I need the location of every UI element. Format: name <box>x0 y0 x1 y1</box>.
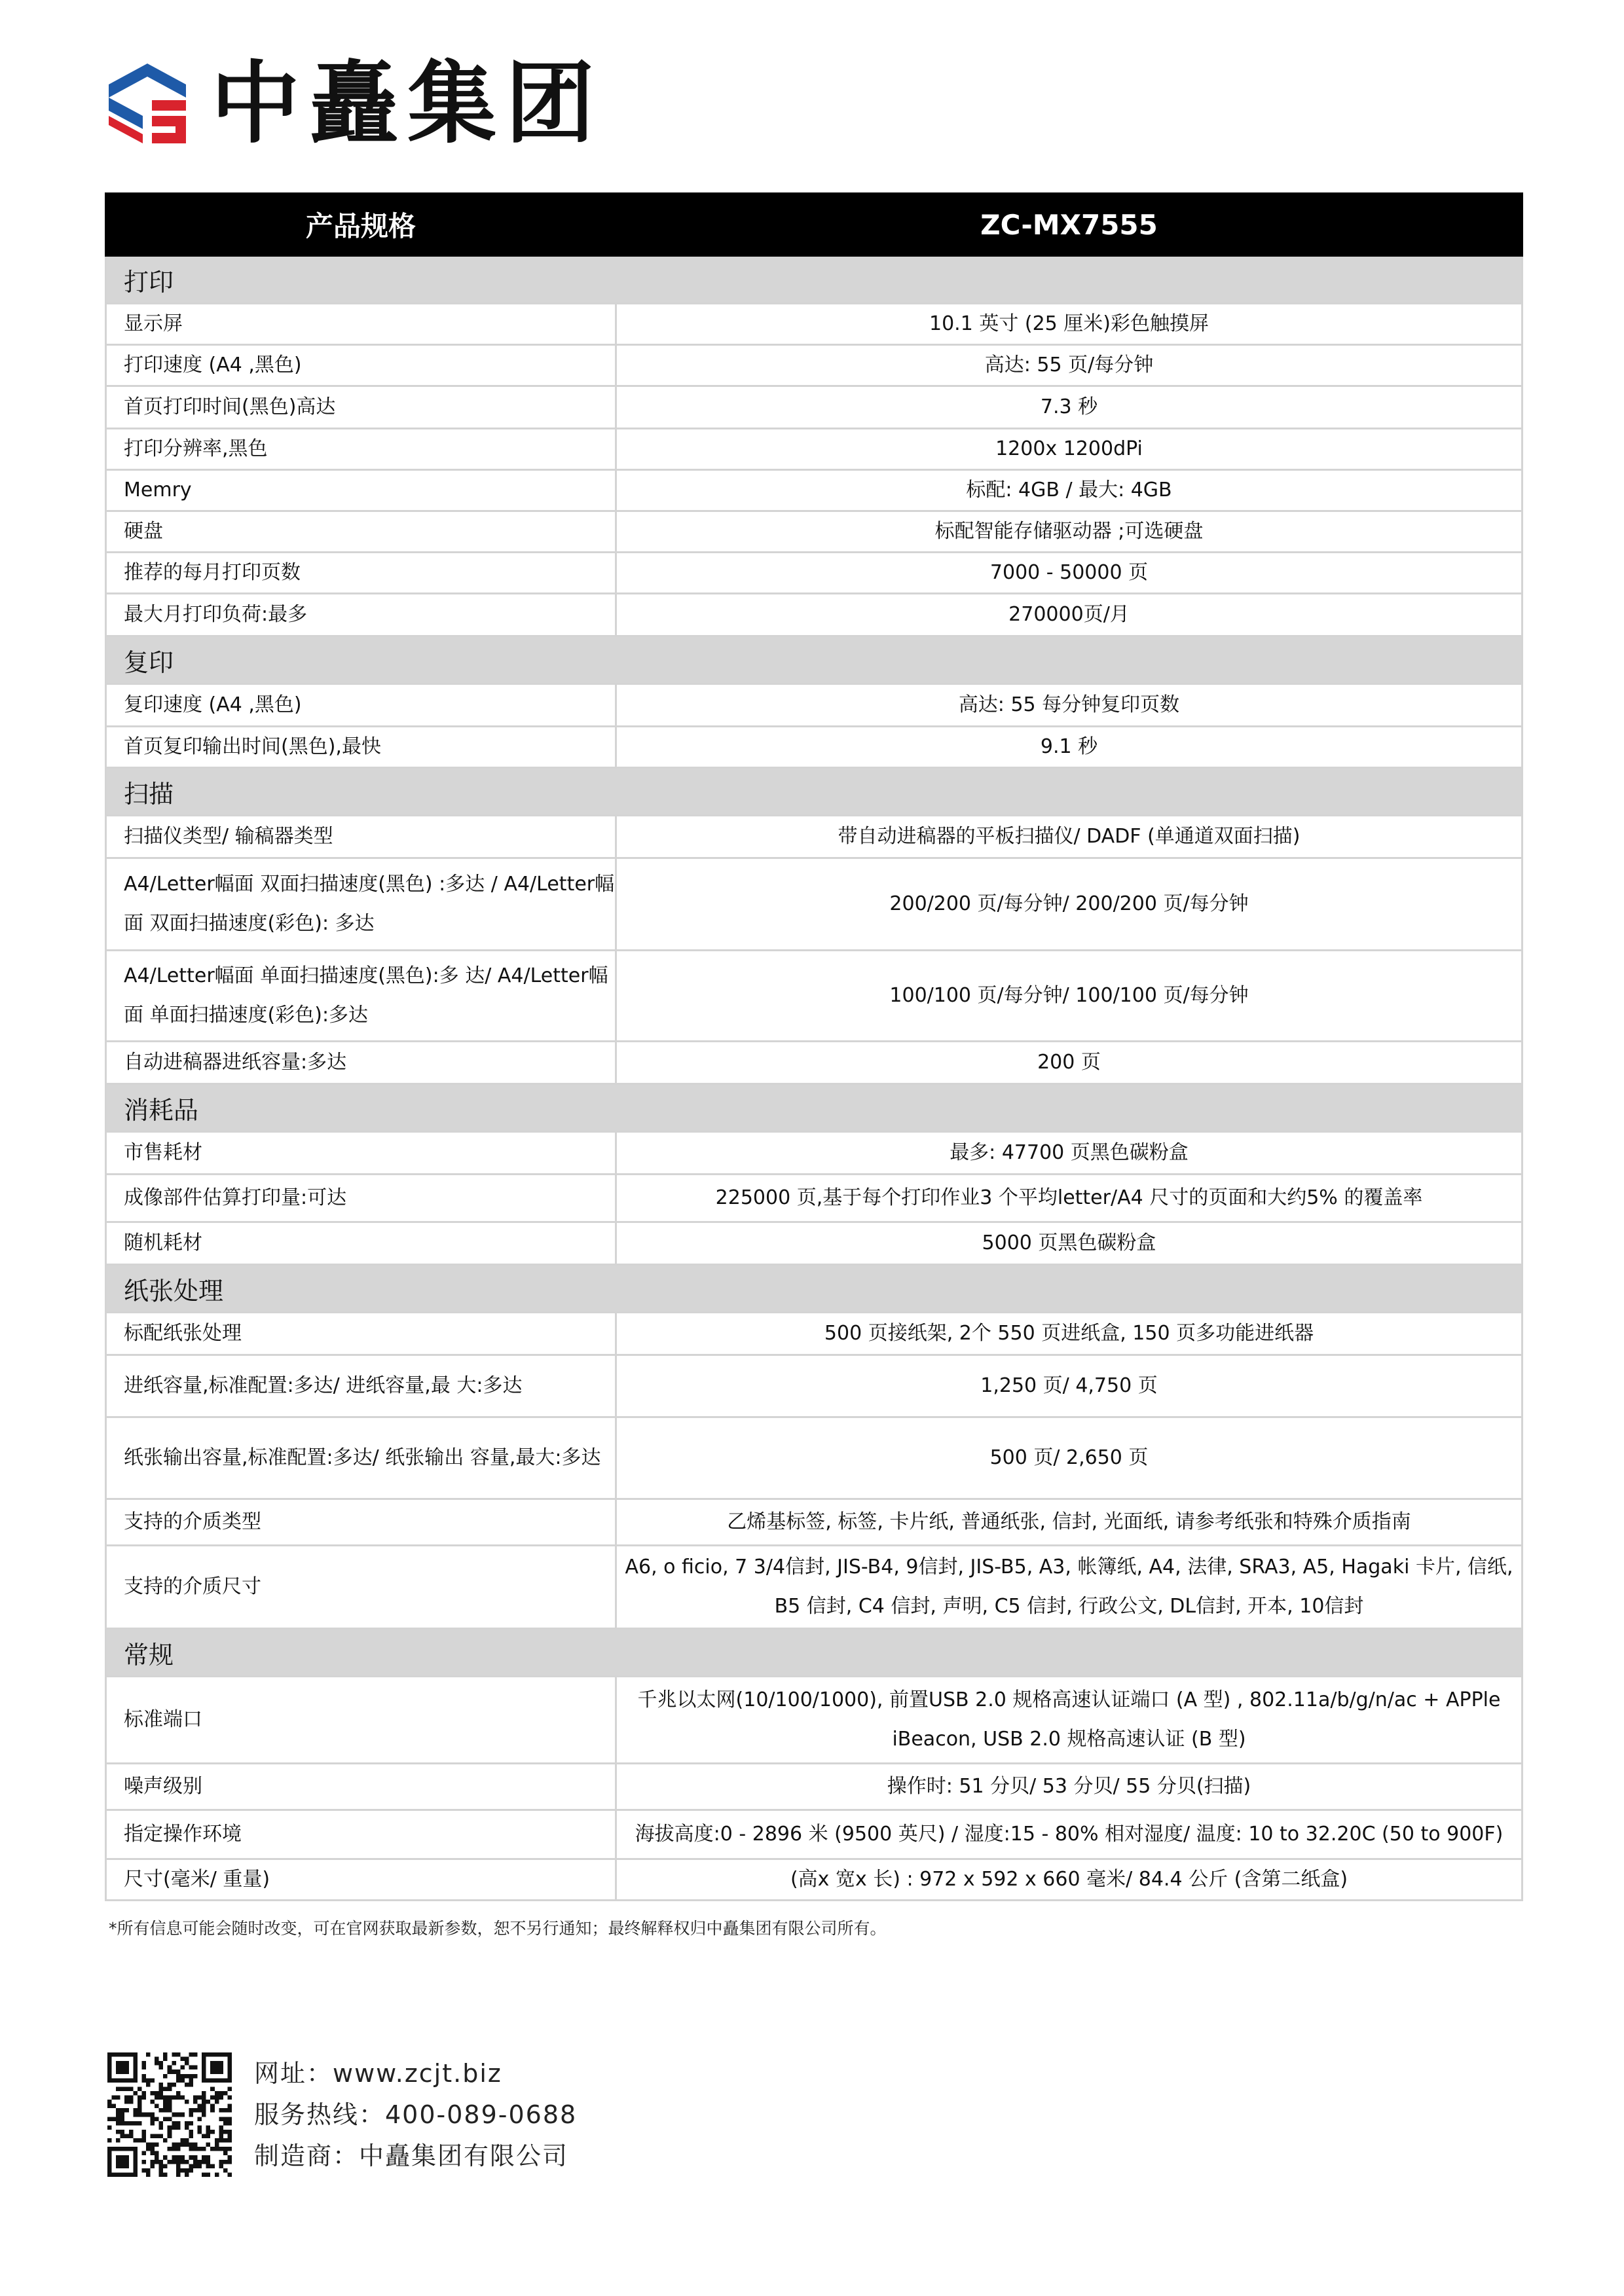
website-text: 网址：www.zcjt.biz <box>254 2058 502 2088</box>
spec-row <box>106 1764 1522 1810</box>
spec-label: 尺寸(毫米/ 重量) <box>106 1859 616 1901</box>
spec-row <box>106 1355 1522 1417</box>
spec-label: 标配纸张处理 <box>106 1313 616 1355</box>
spec-label: 随机耗材 <box>106 1222 616 1265</box>
brand-logo <box>103 51 604 156</box>
spec-value: 高达: 55 页/每分钟 <box>616 345 1522 386</box>
spec-row <box>106 470 1522 511</box>
spec-label: 标准端口 <box>106 1677 616 1764</box>
spec-value: 标配: 4GB / 最大: 4GB <box>616 470 1522 511</box>
section-title: 打印 <box>106 256 1522 304</box>
spec-row <box>106 386 1522 429</box>
spec-label: 噪声级别 <box>106 1764 616 1810</box>
footer <box>107 2052 577 2177</box>
section-header <box>106 768 1522 816</box>
spec-value: 1200x 1200dPi <box>616 429 1522 470</box>
hotline-text: 服务热线：400-089-0688 <box>254 2100 578 2129</box>
section-title: 纸张处理 <box>106 1265 1522 1313</box>
spec-label: 市售耗材 <box>106 1132 616 1175</box>
spec-label: Memry <box>106 470 616 511</box>
disclaimer-note: *所有信息可能会随时改变，可在官网获取最新参数，恕不另行通知；最终解释权归中矗集团有限公司所有。 <box>109 1919 887 1938</box>
spec-label: 自动进稿器进纸容量:多达 <box>106 1042 616 1084</box>
spec-row <box>106 951 1522 1042</box>
spec-row <box>106 1810 1522 1859</box>
spec-label: 最大月打印负荷:最多 <box>106 594 616 636</box>
section-header <box>106 1265 1522 1313</box>
logo-mark-icon <box>103 60 191 147</box>
spec-value: 200/200 页/每分钟/ 200/200 页/每分钟 <box>616 858 1522 951</box>
spec-row <box>106 727 1522 768</box>
spec-value: 7.3 秒 <box>616 386 1522 429</box>
section-header <box>106 1629 1522 1677</box>
spec-value: 1,250 页/ 4,750 页 <box>616 1355 1522 1417</box>
spec-value: 海拔高度:0 - 2896 米 (9500 英尺) / 湿度:15 - 80% 相对湿度/ 温度: 10 to 32.20C (50 to 900F) <box>616 1810 1522 1859</box>
spec-header-row <box>106 194 1522 256</box>
spec-row <box>106 1132 1522 1175</box>
spec-row <box>106 1042 1522 1084</box>
spec-row <box>106 1546 1522 1629</box>
section-header <box>106 256 1522 304</box>
spec-label: 成像部件估算打印量:可达 <box>106 1175 616 1222</box>
spec-label: 首页复印输出时间(黑色),最快 <box>106 727 616 768</box>
spec-value: 7000 - 50000 页 <box>616 553 1522 594</box>
spec-value: 高达: 55 每分钟复印页数 <box>616 684 1522 727</box>
manufacturer-text: 制造商：中矗集团有限公司 <box>254 2141 569 2170</box>
header-col-model: ZC-MX7555 <box>616 194 1522 256</box>
spec-value: 225000 页,基于每个打印作业3 个平均letter/A4 尺寸的页面和大约5% 的覆盖率 <box>616 1175 1522 1222</box>
spec-label: A4/Letter幅面 双面扫描速度(黑色) :多达 / A4/Letter幅面 双面扫描速度(彩色): 多达 <box>106 858 616 951</box>
spec-label: 复印速度 (A4 ,黑色) <box>106 684 616 727</box>
spec-row <box>106 858 1522 951</box>
spec-value: 乙烯基标签, 标签, 卡片纸, 普通纸张, 信封, 光面纸, 请参考纸张和特殊介质指南 <box>616 1499 1522 1546</box>
spec-label: 打印分辨率,黑色 <box>106 429 616 470</box>
spec-value: 带自动进稿器的平板扫描仪/ DADF (单通道双面扫描) <box>616 816 1522 858</box>
spec-row <box>106 511 1522 553</box>
section-header <box>106 1084 1522 1132</box>
spec-row <box>106 1859 1522 1901</box>
spec-row <box>106 1499 1522 1546</box>
spec-value: 10.1 英寸 (25 厘米)彩色触摸屏 <box>616 304 1522 345</box>
section-title: 常规 <box>106 1629 1522 1677</box>
spec-value: 5000 页黑色碳粉盒 <box>616 1222 1522 1265</box>
spec-row <box>106 1417 1522 1499</box>
spec-row <box>106 816 1522 858</box>
section-title: 消耗品 <box>106 1084 1522 1132</box>
spec-label: 显示屏 <box>106 304 616 345</box>
spec-label: 支持的介质尺寸 <box>106 1546 616 1629</box>
section-title: 复印 <box>106 636 1522 684</box>
spec-value: 500 页/ 2,650 页 <box>616 1417 1522 1499</box>
spec-value: 9.1 秒 <box>616 727 1522 768</box>
spec-row <box>106 1175 1522 1222</box>
spec-row <box>106 594 1522 636</box>
brand-name: 中矗集团 <box>211 51 604 156</box>
spec-row <box>106 1677 1522 1764</box>
spec-table <box>105 192 1523 1901</box>
spec-row <box>106 429 1522 470</box>
spec-value: 操作时: 51 分贝/ 53 分贝/ 55 分贝(扫描) <box>616 1764 1522 1810</box>
section-title: 扫描 <box>106 768 1522 816</box>
spec-label: 扫描仪类型/ 输稿器类型 <box>106 816 616 858</box>
contact-info <box>254 2053 577 2177</box>
spec-row <box>106 304 1522 345</box>
spec-value: 270000页/月 <box>616 594 1522 636</box>
spec-row <box>106 553 1522 594</box>
header-col-product-spec: 产品规格 <box>106 194 616 256</box>
spec-label: 指定操作环境 <box>106 1810 616 1859</box>
spec-value: 标配智能存储驱动器 ;可选硬盘 <box>616 511 1522 553</box>
spec-value: A6, o ficio, 7 3/4信封, JIS-B4, 9信封, JIS-B5, A3, 帐簿纸, A4, 法律, SRA3, A5, Hagaki 卡片, 信纸, B5 信封, C4 信封, 声明, C5 信封, 行政公文, DL信封, 开本, 10信封 <box>616 1546 1522 1629</box>
qr-code-icon <box>107 2052 232 2177</box>
spec-label: 纸张输出容量,标准配置:多达/ 纸张输出 容量,最大:多达 <box>106 1417 616 1499</box>
spec-value: 最多: 47700 页黑色碳粉盒 <box>616 1132 1522 1175</box>
spec-value: 100/100 页/每分钟/ 100/100 页/每分钟 <box>616 951 1522 1042</box>
spec-label: 硬盘 <box>106 511 616 553</box>
spec-value: 500 页接纸架, 2个 550 页进纸盒, 150 页多功能进纸器 <box>616 1313 1522 1355</box>
spec-label: 推荐的每月打印页数 <box>106 553 616 594</box>
spec-row <box>106 345 1522 386</box>
spec-row <box>106 1313 1522 1355</box>
spec-label: A4/Letter幅面 单面扫描速度(黑色):多 达/ A4/Letter幅面 单面扫描速度(彩色):多达 <box>106 951 616 1042</box>
spec-value: (高x 宽x 长) : 972 x 592 x 660 毫米/ 84.4 公斤 (含第二纸盒) <box>616 1859 1522 1901</box>
spec-row <box>106 684 1522 727</box>
spec-label: 打印速度 (A4 ,黑色) <box>106 345 616 386</box>
spec-value: 200 页 <box>616 1042 1522 1084</box>
spec-label: 进纸容量,标准配置:多达/ 进纸容量,最 大:多达 <box>106 1355 616 1417</box>
spec-value: 千兆以太网(10/100/1000), 前置USB 2.0 规格高速认证端口 (A 型) , 802.11a/b/g/n/ac + APPle iBeacon, USB 2.0 规格高速认证 (B 型) <box>616 1677 1522 1764</box>
spec-label: 首页打印时间(黑色)高达 <box>106 386 616 429</box>
spec-label: 支持的介质类型 <box>106 1499 616 1546</box>
spec-row <box>106 1222 1522 1265</box>
section-header <box>106 636 1522 684</box>
